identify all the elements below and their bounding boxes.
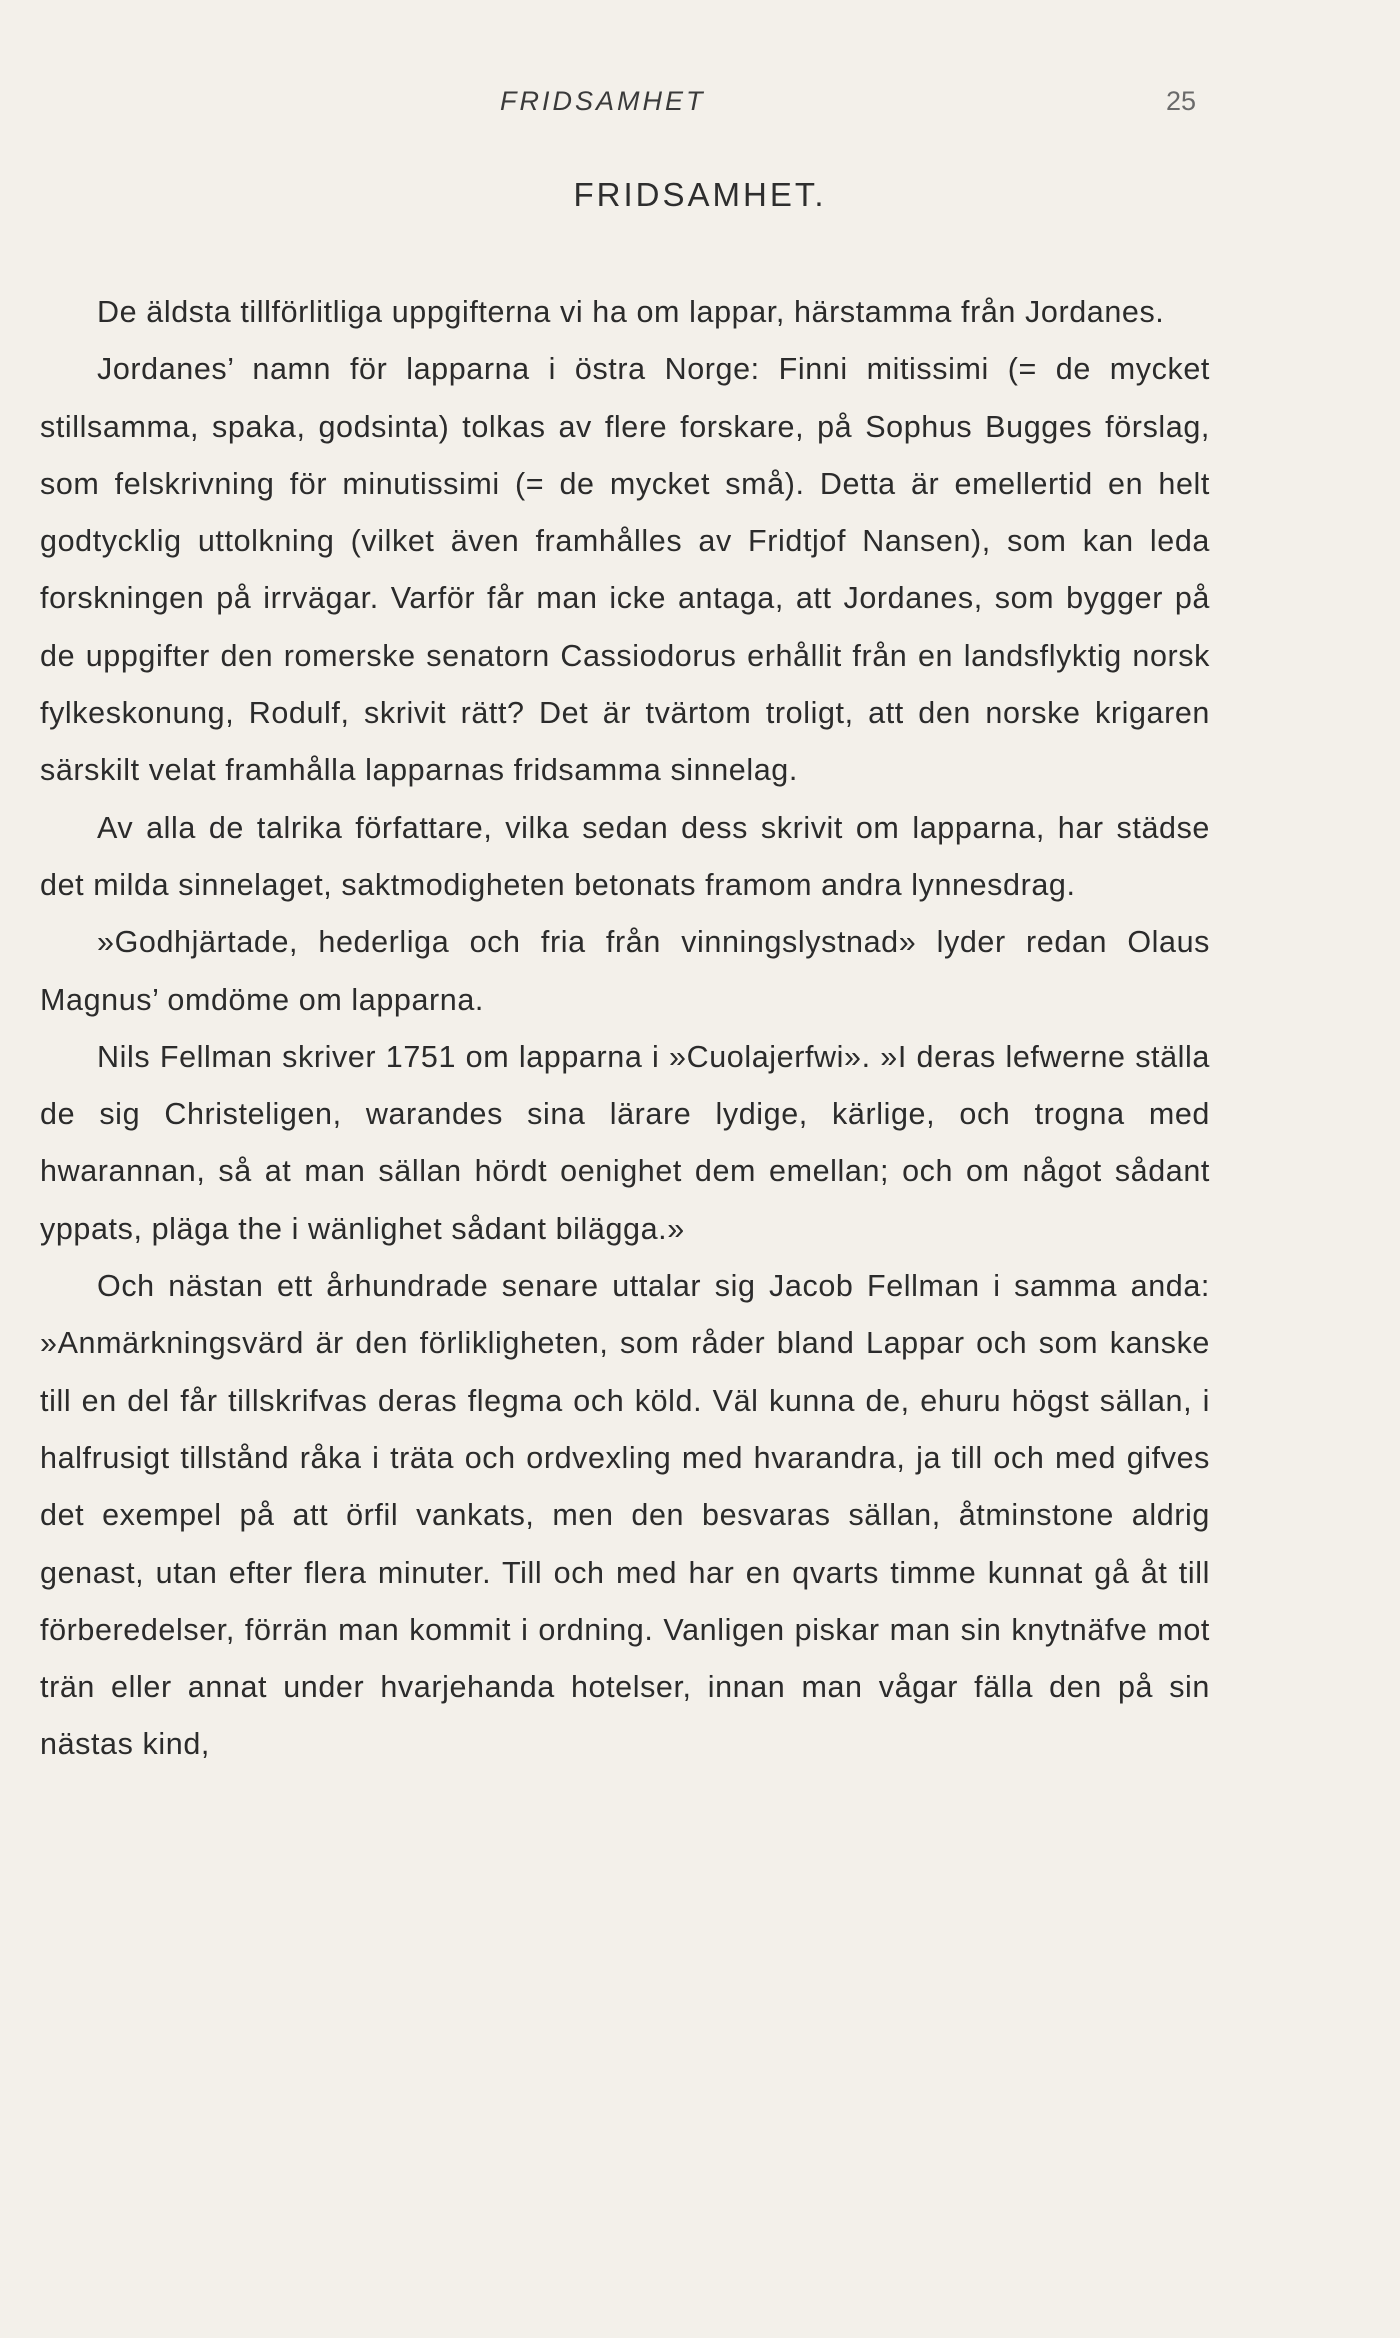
paragraph: Jordanes’ namn för lapparna i östra Norge: Finni mitissimi (= de mycket stillsamma, spaka, godsinta) tolkas av flere forskare, på Sophus Bugges förslag, som felskrivning för minutissimi (= de mycket små). Detta är emellertid en helt godtycklig uttolkning (vilket även framhålles av Fridtjof Nansen), som kan leda forskningen på irrvägar. Varför får man icke antaga, att Jordanes, som bygger på de uppgifter den romerske senatorn Cassiodorus erhållit från en landsflyktig norsk fylkeskonung, Rodulf, skrivit rätt? Det är tvärtom troligt, att den norske krigaren särskilt velat framhålla lapparnas fridsamma sinnelag.	[40, 352, 1210, 788]
body-text	[40, 284, 1210, 1774]
paragraph: Och nästan ett århundrade senare uttalar sig Jacob Fellman i samma anda: »Anmärkningsvärd är den förlikligheten, som råder bland Lappar och som kanske till en del får tillskrifvas deras flegma och köld. Väl kunna de, ehuru högst sällan, i halfrusigt tillstånd råka i träta och ordvexling med hvarandra, ja till och med gifves det exempel på att örfil vankats, men den besvaras sällan, åtminstone aldrig genast, utan efter flera minuter. Till och med har en qvarts timme kunnat gå åt till förberedelser, förrän man kommit i ordning. Vanligen piskar man sin knytnäfve mot trän eller annat under hvarjehanda hotelser, innan man vågar fälla den på sin nästas kind,	[40, 1269, 1210, 1762]
running-head	[0, 86, 1400, 126]
paragraph: Nils Fellman skriver 1751 om lapparna i »Cuolajerfwi». »I deras lefwerne ställa de sig Christeligen, warandes sina lärare lydige, kärlige, och trogna med hwarannan, så at man sällan hördt oenighet dem emellan; och om något sådant yppats, pläga the i wänlighet sådant bilägga.»	[40, 1039, 1210, 1246]
running-head-title: FRIDSAMHET	[500, 86, 706, 116]
page-number: 25	[1166, 86, 1197, 116]
paragraph: Av alla de talrika författare, vilka sedan dess skrivit om lapparna, har städse det milda sinnelaget, saktmodigheten betonats framom andra lynnesdrag.	[40, 810, 1210, 902]
paragraph: »Godhjärtade, hederliga och fria från vinningslystnad» lyder redan Olaus Magnus’ omdöme om lapparna.	[40, 925, 1210, 1017]
chapter-title: FRIDSAMHET.	[573, 176, 827, 213]
paragraph: De äldsta tillförlitliga uppgifterna vi ha om lappar, härstamma från Jordanes.	[97, 295, 1165, 329]
